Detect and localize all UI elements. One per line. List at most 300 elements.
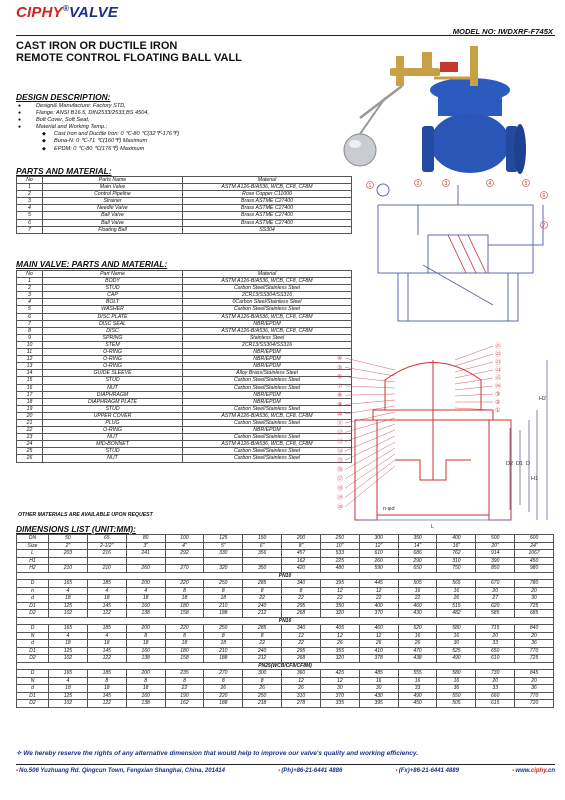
- table-cell: 138: [126, 655, 165, 663]
- table-cell: 480: [320, 565, 359, 573]
- table-cell: 340: [282, 625, 321, 633]
- table-cell: 8: [243, 587, 282, 595]
- table-cell: 320: [320, 610, 359, 618]
- table-cell: 550: [437, 692, 476, 700]
- footer-address: • No.506 Yuzhuang Rd. Qingcun Town, Fengxian Shanghai, China, 201414: [16, 768, 225, 774]
- table-row: [17, 640, 554, 648]
- table-cell: 200: [126, 625, 165, 633]
- table-cell: 24: [17, 441, 43, 448]
- table-row: [17, 306, 352, 313]
- control-schematic: [358, 175, 553, 340]
- callout-leader: [455, 346, 493, 360]
- table-row: [17, 441, 352, 448]
- callout-leader: [455, 378, 493, 384]
- table-cell: 26: [320, 640, 359, 648]
- table-cell: STUD: [43, 285, 183, 292]
- table-cell: 162: [165, 700, 204, 708]
- table-cell: 430: [359, 692, 398, 700]
- dim-d2-label: D2: [506, 461, 514, 467]
- header-divider: [16, 35, 555, 36]
- table-cell: 30: [515, 595, 554, 603]
- table-row: [17, 412, 352, 419]
- table-cell: 8: [87, 677, 126, 685]
- table-cell: 36: [515, 640, 554, 648]
- table-cell: 220: [165, 625, 204, 633]
- row-label: D: [17, 625, 49, 633]
- valve-section-drawing: [335, 340, 560, 530]
- table-cell: 610: [359, 550, 398, 558]
- table-row: [17, 226, 352, 233]
- callout-leader: [455, 370, 493, 378]
- row-label: H1: [17, 557, 49, 565]
- callout-leader: [345, 454, 395, 488]
- table-row: [17, 278, 352, 285]
- table-cell: 80: [126, 535, 165, 543]
- table-cell: 18: [17, 398, 43, 405]
- table-cell: 250: [320, 535, 359, 543]
- table-cell: 685: [515, 610, 554, 618]
- table-row: [17, 434, 352, 441]
- column-header: Material: [183, 177, 352, 184]
- table-cell: 770: [515, 647, 554, 655]
- callout-number: ⑰: [337, 476, 344, 483]
- row-label: N: [17, 632, 49, 640]
- dim-d-label: D: [526, 461, 530, 467]
- table-cell: 2: [17, 285, 43, 292]
- parts-heading: PARTS AND MATERIAL:: [16, 166, 112, 176]
- table-cell: 125: [204, 535, 243, 543]
- table-cell: 11: [17, 349, 43, 356]
- table-cell: GUIDE SLEEVE: [43, 370, 183, 377]
- table-cell: 12: [282, 632, 321, 640]
- table-cell: 18: [87, 640, 126, 648]
- table-cell: Carbon Steel/Stainless Steel: [183, 384, 352, 391]
- table-cell: 370: [320, 692, 359, 700]
- callout-number: ⑮: [337, 458, 344, 465]
- table-cell: MID-BONNET: [43, 441, 183, 448]
- callout-number: ㉖: [495, 384, 502, 390]
- row-label: D: [17, 670, 49, 678]
- row-label: n: [17, 587, 49, 595]
- table-cell: 350: [320, 602, 359, 610]
- table-cell: 22: [243, 595, 282, 603]
- table-cell: 122: [87, 700, 126, 708]
- table-cell: 23: [17, 434, 43, 441]
- table-cell: 16: [359, 677, 398, 685]
- table-cell: 212: [243, 610, 282, 618]
- table-cell: Brass ASTME C27400: [183, 198, 352, 205]
- design-description: [16, 92, 316, 153]
- table-cell: 840: [515, 625, 554, 633]
- materials-note: OTHER MATERIALS ARE AVAILABLE UPON REQUEST: [18, 512, 153, 518]
- table-cell: O-RING: [43, 349, 183, 356]
- table-cell: [165, 557, 204, 565]
- table-row: [17, 670, 554, 678]
- table-row: [17, 299, 352, 306]
- table-cell: 2CR13/SS304/SS316: [183, 341, 352, 348]
- callout-leader: [455, 386, 493, 390]
- table-cell: 200: [126, 670, 165, 678]
- callout-leader: [345, 466, 395, 507]
- valve-photo: [330, 38, 530, 198]
- table-cell: 4": [165, 542, 204, 550]
- callout-number: ⑭: [337, 449, 344, 455]
- table-cell: 670: [476, 580, 515, 588]
- table-cell: Control Pipeline: [43, 191, 183, 198]
- table-cell: [49, 557, 88, 565]
- table-row: [17, 356, 352, 363]
- table-cell: 725: [515, 655, 554, 663]
- table-cell: 16: [437, 632, 476, 640]
- schem-num-6: 6: [542, 193, 546, 199]
- table-row: [17, 427, 352, 434]
- table-cell: 190: [165, 692, 204, 700]
- table-cell: 20: [515, 587, 554, 595]
- table-cell: 438: [398, 655, 437, 663]
- callout-number: ㉒: [495, 352, 502, 358]
- table-row: [17, 647, 554, 655]
- table-cell: 525: [437, 647, 476, 655]
- table-cell: 180: [165, 602, 204, 610]
- table-cell: [204, 557, 243, 565]
- dim-h1-label: H1: [531, 476, 539, 482]
- table-row: [17, 219, 352, 226]
- table-cell: 4: [49, 587, 88, 595]
- table-cell: 21: [17, 419, 43, 426]
- column-header: No: [17, 177, 43, 184]
- table-cell: 26: [437, 595, 476, 603]
- table-cell: 22: [243, 640, 282, 648]
- schem-num-2: 2: [416, 181, 420, 187]
- table-cell: 160: [126, 602, 165, 610]
- table-cell: 850: [476, 565, 515, 573]
- table-cell: 26: [204, 685, 243, 693]
- table-cell: 18: [204, 595, 243, 603]
- table-row: [17, 205, 352, 212]
- table-cell: 400: [359, 602, 398, 610]
- table-cell: 18: [126, 595, 165, 603]
- pressure-class-label: PN10: [17, 572, 554, 580]
- table-cell: 22: [17, 427, 43, 434]
- table-cell: 18: [87, 685, 126, 693]
- table-cell: 3: [17, 198, 43, 205]
- table-cell: 5: [17, 306, 43, 313]
- table-cell: 240: [243, 602, 282, 610]
- row-label: H2: [17, 565, 49, 573]
- schem-num-4: 4: [488, 181, 492, 187]
- table-cell: 725: [515, 602, 554, 610]
- footer-website[interactable]: • www.ciphy.cn: [512, 768, 555, 774]
- table-cell: ASTM A126-B/A536, WCB, CF8, CF8M: [183, 441, 352, 448]
- table-row: [17, 320, 352, 327]
- table-cell: 22: [398, 595, 437, 603]
- dim-h2-label: H2: [539, 396, 547, 402]
- table-cell: Ball Valve: [43, 212, 183, 219]
- table-cell: 3: [17, 292, 43, 299]
- table-cell: 585: [476, 610, 515, 618]
- table-cell: 2": [49, 542, 88, 550]
- table-cell: 20: [476, 632, 515, 640]
- table-row: [17, 632, 554, 640]
- callout-leader: [345, 412, 395, 423]
- table-cell: 122: [87, 655, 126, 663]
- table-cell: 615: [476, 700, 515, 708]
- table-cell: 212: [243, 655, 282, 663]
- table-cell: 845: [515, 670, 554, 678]
- callout-number: ⑬: [337, 439, 344, 446]
- dim-d1-label: D1: [516, 461, 524, 467]
- table-cell: 360: [282, 670, 321, 678]
- brand-name-blue: VALVE: [68, 4, 119, 21]
- table-cell: 8: [204, 677, 243, 685]
- page-title: CAST IRON OR DUCTILE IRON REMOTE CONTROL FLOATING BALL VALL: [16, 40, 242, 64]
- table-cell: 15: [17, 377, 43, 384]
- dim-nd-label: n-φd: [383, 506, 395, 512]
- table-cell: 16: [398, 587, 437, 595]
- table-row: [17, 542, 554, 550]
- callout-number: ⑧: [337, 393, 343, 400]
- table-cell: ASTM A126-B/A536, WCB, CF8, CF8M: [183, 184, 352, 191]
- table-cell: 19: [17, 405, 43, 412]
- table-cell: 395: [320, 580, 359, 588]
- table-cell: 138: [126, 700, 165, 708]
- table-row: [17, 334, 352, 341]
- table-cell: 22: [165, 685, 204, 693]
- table-cell: NUT: [43, 384, 183, 391]
- table-cell: 30: [437, 640, 476, 648]
- table-cell: 185: [87, 625, 126, 633]
- table-cell: 150: [243, 535, 282, 543]
- table-cell: 22: [359, 595, 398, 603]
- table-cell: 18: [204, 640, 243, 648]
- table-cell: 445: [359, 580, 398, 588]
- table-cell: 18: [165, 595, 204, 603]
- table-cell: Floating Ball: [43, 226, 183, 233]
- table-cell: NBR/EPDM: [183, 391, 352, 398]
- row-label: D1: [17, 647, 49, 655]
- table-cell: 8: [204, 587, 243, 595]
- callout-number: ①: [495, 408, 501, 414]
- table-cell: 335: [320, 700, 359, 708]
- table-cell: 457: [282, 550, 321, 558]
- table-row: [17, 419, 352, 426]
- column-header: Parts Name: [43, 177, 183, 184]
- pressure-class-label: PN16: [17, 617, 554, 625]
- table-cell: 250: [204, 625, 243, 633]
- table-cell: DISC SEAL: [43, 320, 183, 327]
- pressure-class-row: [17, 572, 554, 580]
- table-cell: 33: [476, 640, 515, 648]
- column-header: No: [17, 271, 43, 278]
- table-cell: 515: [437, 602, 476, 610]
- table-cell: 320: [204, 565, 243, 573]
- table-row: [17, 655, 554, 663]
- table-cell: 590: [359, 565, 398, 573]
- row-label: L: [17, 550, 49, 558]
- table-cell: 610: [476, 655, 515, 663]
- table-row: [17, 198, 352, 205]
- table-cell: [87, 557, 126, 565]
- table-row: [17, 535, 554, 543]
- callout-number: ⑤: [337, 365, 343, 372]
- table-cell: 650: [398, 565, 437, 573]
- table-cell: 285: [243, 580, 282, 588]
- table-cell: 18: [126, 685, 165, 693]
- table-cell: SS304: [183, 226, 352, 233]
- table-cell: 7: [17, 320, 43, 327]
- table-cell: O-RING: [43, 363, 183, 370]
- row-label: D: [17, 580, 49, 588]
- table-cell: 14": [398, 542, 437, 550]
- table-cell: 660: [476, 692, 515, 700]
- schem-num-1: 1: [368, 183, 372, 189]
- table-cell: 6: [17, 219, 43, 226]
- table-cell: NBR/EPDM: [183, 349, 352, 356]
- table-cell: 4: [49, 677, 88, 685]
- callout-number: ⑲: [337, 495, 344, 502]
- callout-number: ②: [495, 400, 501, 406]
- row-label: d: [17, 640, 49, 648]
- table-cell: 8: [243, 677, 282, 685]
- table-cell: NBR/EPDM: [183, 398, 352, 405]
- table-cell: 220: [165, 580, 204, 588]
- table-cell: 138: [126, 610, 165, 618]
- table-cell: 620: [476, 602, 515, 610]
- table-cell: 3": [126, 542, 165, 550]
- table-cell: 8: [282, 587, 321, 595]
- table-cell: 30: [359, 685, 398, 693]
- callout-number: ⑫: [337, 430, 344, 437]
- table-cell: 350: [243, 565, 282, 573]
- design-item: ● Flange: ANSI B16.5, DIN2533/2533,BS 4504,: [16, 110, 316, 117]
- table-cell: NBR/EPDM: [183, 320, 352, 327]
- table-cell: 26: [243, 685, 282, 693]
- table-cell: 340: [282, 580, 321, 588]
- table-cell: 356: [243, 550, 282, 558]
- table-cell: 1: [17, 184, 43, 191]
- table-cell: NBR/EPDM: [183, 363, 352, 370]
- table-cell: 470: [398, 647, 437, 655]
- table-cell: 5: [17, 212, 43, 219]
- table-row: [17, 327, 352, 334]
- callout-leader: [345, 394, 395, 395]
- callout-number: ⑪: [337, 421, 344, 428]
- table-cell: 235: [165, 670, 204, 678]
- table-cell: 158: [165, 610, 204, 618]
- table-cell: 410: [359, 647, 398, 655]
- footer: [16, 768, 555, 774]
- table-cell: 505: [398, 580, 437, 588]
- table-cell: 16: [437, 587, 476, 595]
- table-cell: 1: [17, 278, 43, 285]
- table-cell: 210: [204, 647, 243, 655]
- table-cell: 780: [515, 580, 554, 588]
- table-cell: 4: [49, 632, 88, 640]
- parts-table: [16, 176, 352, 234]
- table-cell: 4: [126, 587, 165, 595]
- table-cell: 378: [359, 655, 398, 663]
- design-item: ◆ EPDM: 0 ℃-80 ℃(176℉) Maximum: [16, 146, 316, 153]
- table-cell: 770: [515, 692, 554, 700]
- table-row: [17, 313, 352, 320]
- table-cell: 200: [282, 535, 321, 543]
- table-cell: 50: [49, 535, 88, 543]
- table-cell: 12: [17, 356, 43, 363]
- table-cell: 241: [126, 550, 165, 558]
- table-cell: STEM: [43, 341, 183, 348]
- table-cell: 210: [204, 602, 243, 610]
- table-cell: 25: [17, 448, 43, 455]
- table-cell: STUD: [43, 448, 183, 455]
- table-cell: Carbon Steel/Stainless Steel: [183, 285, 352, 292]
- table-cell: 20: [17, 412, 43, 419]
- table-cell: Alloy Brass/Stainless Steel: [183, 370, 352, 377]
- table-row: [17, 341, 352, 348]
- table-cell: 268: [282, 610, 321, 618]
- table-cell: DIAPHRAGM: [43, 391, 183, 398]
- callout-leader: [345, 430, 395, 451]
- table-row: [17, 405, 352, 412]
- table-cell: 750: [437, 565, 476, 573]
- table-cell: DIAPHRAGM PLATE: [43, 398, 183, 405]
- table-cell: 16: [398, 677, 437, 685]
- table-cell: [126, 557, 165, 565]
- table-cell: 36: [437, 685, 476, 693]
- table-row: [17, 602, 554, 610]
- table-cell: 2: [17, 191, 43, 198]
- design-heading: DESIGN DESCRIPTION:: [16, 92, 111, 102]
- table-cell: Needle Valve: [43, 205, 183, 212]
- row-label: D2: [17, 700, 49, 708]
- callout-leader: [455, 394, 493, 396]
- table-cell: 125: [49, 602, 88, 610]
- table-cell: 6: [17, 313, 43, 320]
- table-cell: STUD: [43, 405, 183, 412]
- table-cell: 450: [398, 700, 437, 708]
- table-cell: 4: [17, 299, 43, 306]
- table-cell: 20: [476, 677, 515, 685]
- table-cell: 14: [17, 370, 43, 377]
- table-cell: 8: [165, 677, 204, 685]
- table-cell: 460: [398, 602, 437, 610]
- table-cell: 26: [282, 685, 321, 693]
- table-cell: 720: [515, 700, 554, 708]
- design-list: [16, 103, 316, 153]
- table-cell: 260: [126, 565, 165, 573]
- table-cell: Carbon Steel/Stainless Steel: [183, 377, 352, 384]
- table-cell: 65: [87, 535, 126, 543]
- callout-number: ㉔: [495, 368, 502, 374]
- table-cell: Brass ASTME C27400: [183, 212, 352, 219]
- table-cell: 24": [515, 542, 554, 550]
- table-cell: ASTM A126-B/A536, WCB, CF8, CF8M: [183, 278, 352, 285]
- table-cell: 355: [320, 647, 359, 655]
- table-cell: 165: [49, 670, 88, 678]
- table-cell: Strainer: [43, 198, 183, 205]
- callout-number: ㉑: [495, 344, 502, 350]
- table-cell: Stainless Steel: [183, 334, 352, 341]
- callout-leader: [345, 436, 395, 460]
- table-cell: Carbon Steel/Stainless Steel: [183, 455, 352, 462]
- table-cell: 200: [126, 580, 165, 588]
- table-row: [17, 377, 352, 384]
- table-cell: NUT: [43, 455, 183, 462]
- table-cell: 2CR13/SS304/SS316: [183, 292, 352, 299]
- table-cell: Brass ASTME C27400: [183, 219, 352, 226]
- table-cell: 295: [282, 602, 321, 610]
- callout-number: ⑨: [337, 402, 343, 409]
- table-cell: 490: [398, 692, 437, 700]
